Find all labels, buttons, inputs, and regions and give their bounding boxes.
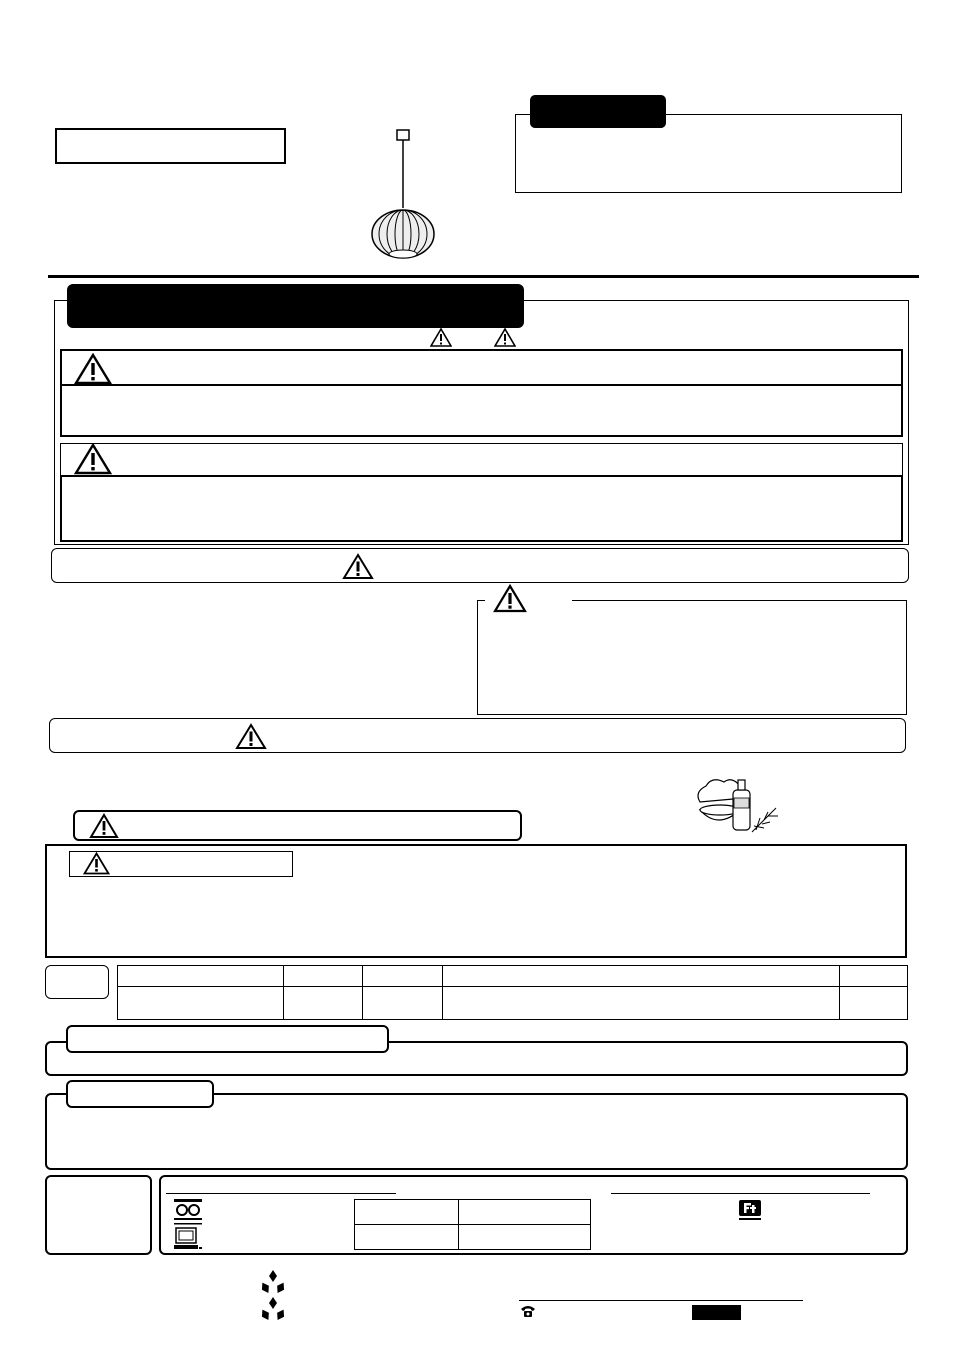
contact-right-rule — [611, 1193, 870, 1194]
table-header-divider — [118, 986, 907, 987]
warning-triangle-icon — [74, 353, 112, 385]
warning-triangle-icon — [89, 813, 119, 839]
specifications-label-box — [45, 965, 109, 999]
warning-triangle-icon — [83, 852, 110, 875]
table-column-divider — [362, 966, 363, 1019]
telephone-icon — [520, 1304, 536, 1318]
three-diamonds-logo — [259, 1270, 287, 1294]
footer-black-label — [692, 1305, 741, 1320]
warning-body — [60, 384, 903, 437]
notice-box-label — [530, 95, 666, 128]
table-row-divider — [355, 1224, 590, 1225]
model-number-box — [55, 128, 286, 164]
internet-monitor-icon — [173, 1227, 203, 1253]
footer-rule — [519, 1300, 803, 1301]
repair-info-tab — [66, 1025, 389, 1053]
specifications-table — [117, 965, 908, 1020]
warning-triangle-icon — [493, 584, 527, 613]
usage-caution-bar — [49, 718, 906, 753]
freedial-icon — [173, 1198, 203, 1226]
caution-body — [60, 475, 903, 542]
table-column-divider — [839, 966, 840, 1019]
installation-note-box — [477, 600, 907, 715]
table-column-divider — [442, 966, 443, 1019]
maintenance-caution-pill — [73, 810, 522, 841]
contact-label-box — [45, 1175, 152, 1255]
contact-table — [354, 1199, 591, 1250]
cleaning-supplies-illustration — [694, 772, 780, 836]
safety-section-title — [67, 284, 524, 328]
warning-triangle-icon — [342, 553, 374, 580]
warning-triangle-icon — [494, 328, 516, 347]
warranty-tab — [66, 1080, 214, 1108]
warning-triangle-icon — [74, 443, 112, 475]
freecall-icon — [736, 1199, 764, 1223]
three-diamonds-logo — [259, 1297, 287, 1321]
pendant-lamp-illustration — [364, 126, 448, 260]
warning-triangle-icon — [430, 328, 452, 347]
warning-header-row — [60, 349, 903, 386]
header-divider — [48, 275, 919, 278]
caution-header-row — [60, 443, 903, 477]
table-column-divider — [458, 1200, 459, 1249]
installation-caution-bar — [51, 548, 909, 583]
warning-triangle-icon — [235, 723, 267, 750]
contact-left-rule — [166, 1193, 396, 1194]
table-column-divider — [283, 966, 284, 1019]
